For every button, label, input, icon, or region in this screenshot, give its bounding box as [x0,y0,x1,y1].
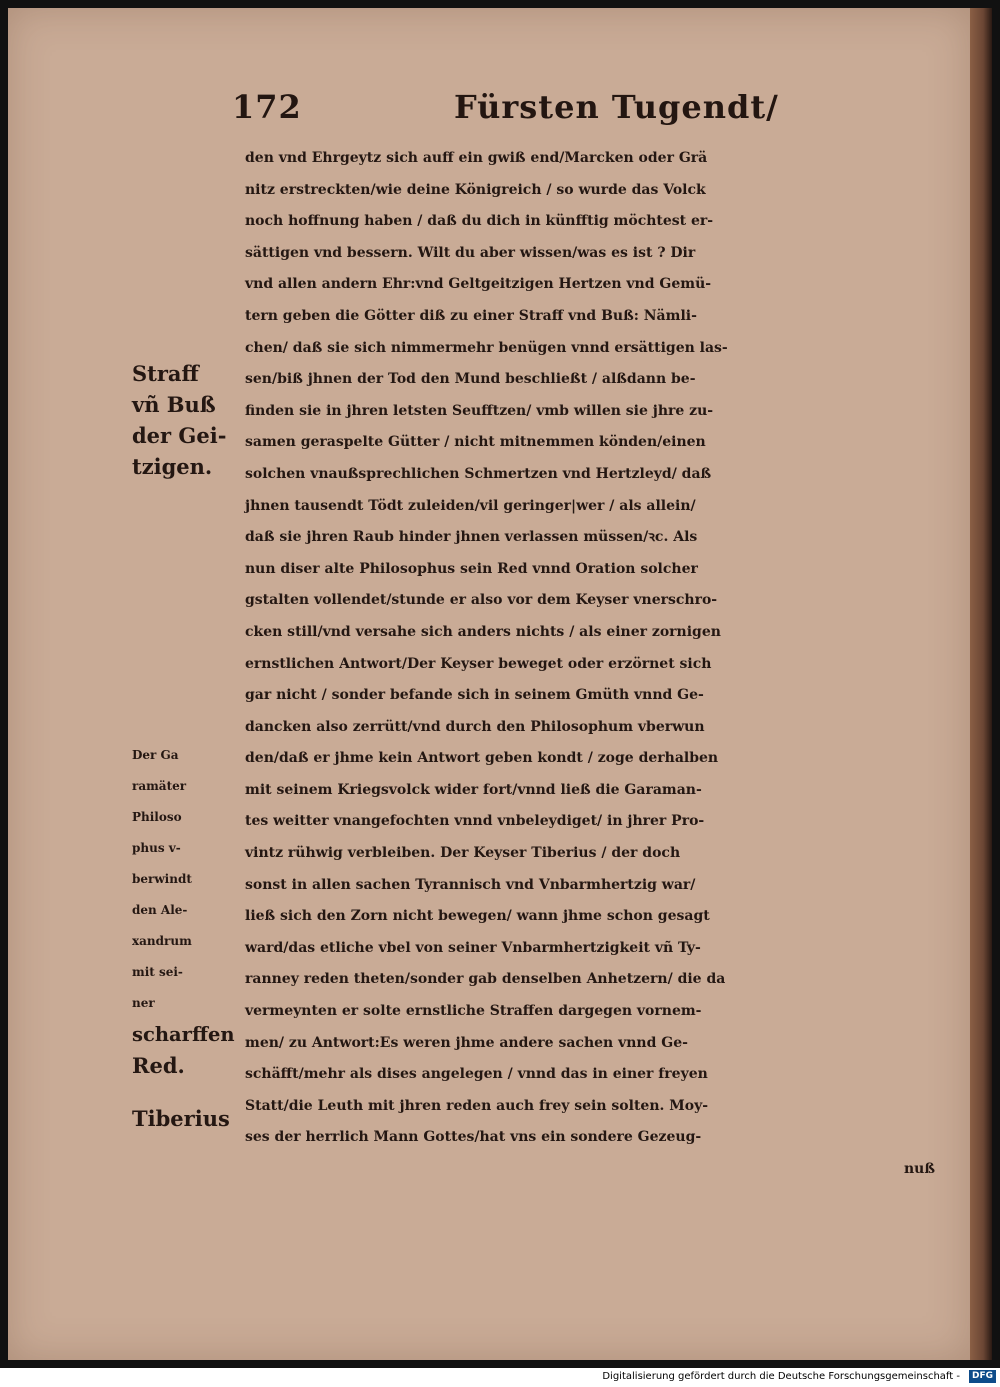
text-line: men/ zu Antwort:Es weren jhme andere sachen vnnd Ge- [245,1034,688,1051]
text-line: den vnd Ehrgeytz sich auff ein gwiß end/Marcken oder Grä [245,150,708,166]
margin-note-tiberius [132,1103,230,1134]
text-line: mit seinem Kriegsvolck wider fort/vnnd ließ die Garaman- [245,781,702,798]
margin-note-line: ner [132,996,155,1010]
text-line: den/daß er jhme kein Antwort geben kondt / zoge derhalben [245,750,719,767]
margin-note-line: mit sei- [132,965,183,979]
margin-note-line: berwindt [132,872,192,886]
margin-note-line: scharffen [132,1023,235,1046]
text-line: jhnen tausendt Tödt zuleiden/vil geringer|wer / als allein/ [245,497,696,514]
margin-note-straff [132,358,226,482]
text-line: ernstlichen Antwort/Der Keyser beweget oder erzörnet sich [245,655,712,672]
text-line: samen geraspelte Gütter / nicht mitnemmen könden/einen [245,434,706,451]
margin-note-garamanter [132,740,235,1081]
running-title: Fürsten Tugendt/ [454,88,779,126]
text-line: chen/ daß sie sich nimmermehr benügen vnnd ersättigen las- [245,339,728,356]
text-line: gstalten vollendet/stunde er also vor dem Keyser vnerschro- [245,592,718,609]
text-line: vintz rühwig verbleiben. Der Keyser Tiberius / der doch [245,845,681,862]
margin-note-line: Straff [132,361,199,386]
text-line: finden sie in jhren letsten Seufftzen/ vmb willen sie jhre zu- [245,402,714,419]
text-line: nitz erstreckten/wie deine Königreich / so wurde das Volck [245,181,706,198]
margin-note-line: Red. [132,1053,185,1078]
margin-note-line: Der Ga [132,748,179,762]
text-line: tern geben die Götter diß zu einer Straff vnd Buß: Nämli- [245,307,697,324]
text-line: schäfft/mehr als dises angelegen / vnnd das in einer freyen [245,1066,708,1083]
margin-note-line: vñ Buß [132,392,216,417]
text-line: ließ sich den Zorn nicht bewegen/ wann jhme schon gesagt [245,908,710,925]
text-line: sen/biß jhnen der Tod den Mund beschließt / alßdann be- [245,371,696,388]
dfg-logo: DFG [969,1370,996,1383]
text-line: solchen vnaußsprechlichen Schmertzen vnd Hertzleyd/ daß [245,465,712,482]
text-line: vermeynten er solte ernstliche Straffen dargegen vornem- [245,1003,702,1020]
margin-note-line: Tiberius [132,1106,230,1131]
text-line: dancken also zerrütt/vnd durch den Philosophum vberwun [245,718,705,735]
text-line: ranney reden theten/sonder gab denselben Anhetzern/ die da [245,971,726,988]
text-line: nun diser alte Philosophus sein Red vnnd Oration solcher [245,560,698,577]
page-header [232,88,932,138]
footer-credit: Digitalisierung gefördert durch die Deutsche Forschungsgemeinschaft - [602,1371,960,1382]
text-line: daß sie jhren Raub hinder jhnen verlassen müssen/ꝛc. Als [245,529,698,546]
text-line: sättigen vnd bessern. Wilt du aber wissen/was es ist ? Dir [245,244,696,261]
margin-note-line: xandrum [132,934,192,948]
text-line: ward/das etliche vbel von seiner Vnbarmhertzigkeit vñ Ty- [245,939,701,956]
text-line: gar nicht / sonder befande sich in seinem Gmüth vnnd Ge- [245,687,704,704]
text-line: ses der herrlich Mann Gottes/hat vns ein sondere Gezeug- [245,1129,702,1146]
margin-note-line: tzigen. [132,454,213,479]
text-line: Statt/die Leuth mit jhren reden auch frey sein solten. Moy- [245,1097,709,1114]
margin-note-line: den Ale- [132,903,188,917]
text-line: sonst in allen sachen Tyrannisch vnd Vnbarmhertzig war/ [245,876,696,893]
page-number: 172 [232,88,302,126]
page-edge [970,8,992,1360]
margin-note-line: ramäter [132,779,187,793]
text-line: tes weitter vnangefochten vnnd vnbeleydiget/ in jhrer Pro- [245,813,705,830]
text-line: cken still/vnd versahe sich anders nichts / als einer zornigen [245,623,721,640]
catchword: nuß [904,1161,935,1177]
text-line: noch hoffnung haben / daß du dich in künfftig möchtest er- [245,213,714,230]
margin-note-line: phus v- [132,841,181,855]
body-text [245,143,935,1186]
margin-note-line: Philoso [132,810,182,824]
margin-note-line: der Gei- [132,423,227,448]
text-line: vnd allen andern Ehr:vnd Geltgeitzigen Hertzen vnd Gemü- [245,276,712,293]
